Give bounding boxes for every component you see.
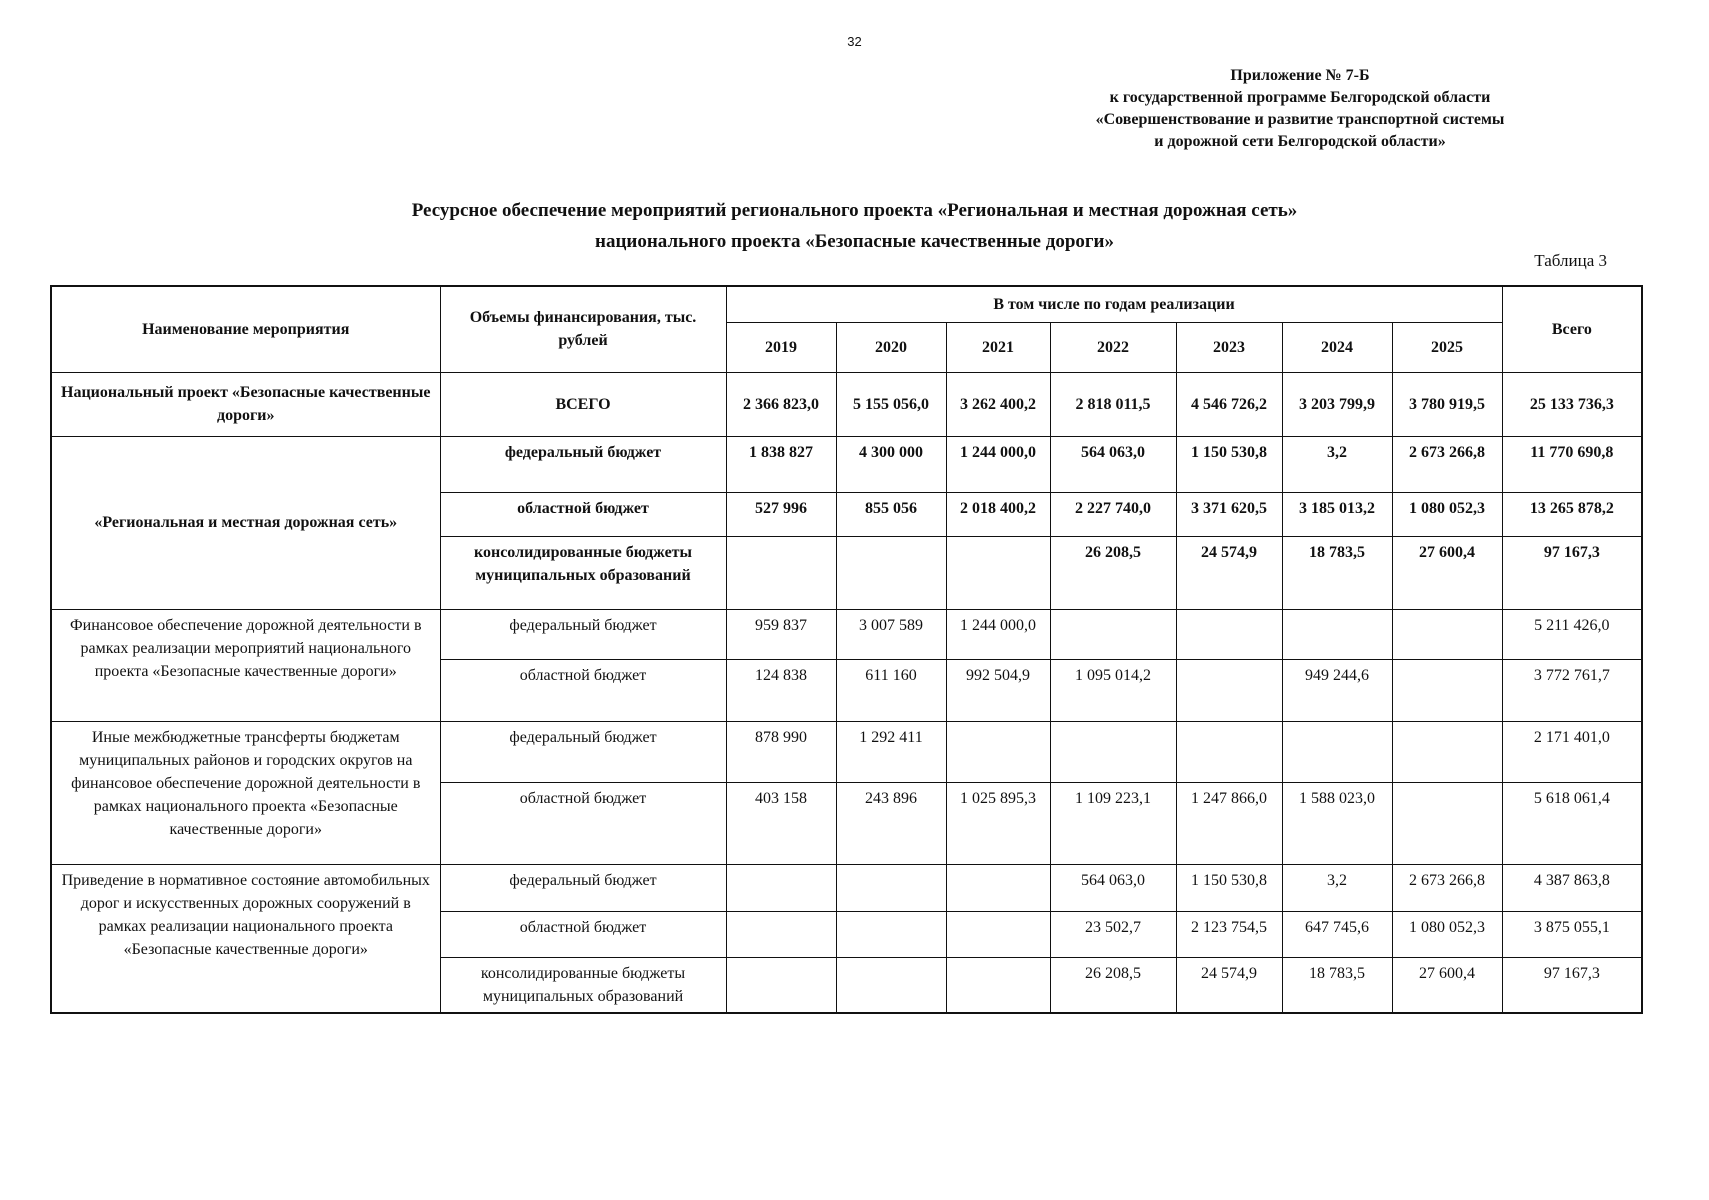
year-value <box>836 536 946 609</box>
table-row <box>51 372 1642 436</box>
year-value: 2 366 823,0 <box>726 372 836 436</box>
header-name: Наименование мероприятия <box>51 286 440 372</box>
year-value: 878 990 <box>726 721 836 782</box>
page-number: 32 <box>847 34 862 49</box>
funding-source: областной бюджет <box>440 911 726 957</box>
year-value <box>726 957 836 1013</box>
year-value: 3 007 589 <box>836 609 946 659</box>
year-value: 26 208,5 <box>1050 536 1176 609</box>
year-value: 243 896 <box>836 782 946 864</box>
year-value: 1 244 000,0 <box>946 436 1050 492</box>
row-total: 3 772 761,7 <box>1502 659 1642 721</box>
year-value <box>946 957 1050 1013</box>
year-value: 18 783,5 <box>1282 536 1392 609</box>
year-value <box>1282 609 1392 659</box>
header-year: 2023 <box>1176 322 1282 372</box>
year-value <box>1392 782 1502 864</box>
appendix-header <box>1000 65 1600 153</box>
year-value: 2 818 011,5 <box>1050 372 1176 436</box>
row-total: 3 875 055,1 <box>1502 911 1642 957</box>
row-group-name: «Региональная и местная дорожная сеть» <box>51 436 440 609</box>
funding-source: областной бюджет <box>440 659 726 721</box>
funding-source: федеральный бюджет <box>440 864 726 911</box>
year-value <box>946 721 1050 782</box>
year-value: 2 018 400,2 <box>946 492 1050 536</box>
year-value: 27 600,4 <box>1392 957 1502 1013</box>
year-value: 959 837 <box>726 609 836 659</box>
year-value: 1 080 052,3 <box>1392 911 1502 957</box>
year-value: 1 080 052,3 <box>1392 492 1502 536</box>
year-value <box>726 911 836 957</box>
resource-table <box>50 285 1643 1014</box>
appendix-line: и дорожной сети Белгородской области» <box>1154 133 1446 150</box>
year-value: 27 600,4 <box>1392 536 1502 609</box>
funding-source: консолидированные бюджеты муниципальных образований <box>440 957 726 1013</box>
year-value: 1 244 000,0 <box>946 609 1050 659</box>
funding-source: ВСЕГО <box>440 372 726 436</box>
year-value: 3 185 013,2 <box>1282 492 1392 536</box>
year-value <box>836 911 946 957</box>
year-value: 1 109 223,1 <box>1050 782 1176 864</box>
row-total: 11 770 690,8 <box>1502 436 1642 492</box>
year-value: 3,2 <box>1282 864 1392 911</box>
year-value: 611 160 <box>836 659 946 721</box>
header-funding: Объемы финансирования, тыс. рублей <box>440 286 726 372</box>
year-value <box>726 864 836 911</box>
year-value <box>946 911 1050 957</box>
year-value: 2 673 266,8 <box>1392 864 1502 911</box>
year-value: 1 150 530,8 <box>1176 436 1282 492</box>
year-value <box>726 536 836 609</box>
header-year: 2025 <box>1392 322 1502 372</box>
year-value: 1 025 895,3 <box>946 782 1050 864</box>
year-value: 1 838 827 <box>726 436 836 492</box>
row-total: 5 618 061,4 <box>1502 782 1642 864</box>
row-group-name: Национальный проект «Безопасные качественные дороги» <box>51 372 440 436</box>
year-value: 1 247 866,0 <box>1176 782 1282 864</box>
title-line: национального проекта «Безопасные качественные дороги» <box>595 231 1114 252</box>
year-value: 124 838 <box>726 659 836 721</box>
year-value: 992 504,9 <box>946 659 1050 721</box>
table-row <box>51 721 1642 782</box>
year-value <box>1176 721 1282 782</box>
appendix-line: «Совершенствование и развитие транспортной системы <box>1095 111 1505 128</box>
year-value: 949 244,6 <box>1282 659 1392 721</box>
header-year: 2024 <box>1282 322 1392 372</box>
year-value: 3 780 919,5 <box>1392 372 1502 436</box>
year-value <box>1050 609 1176 659</box>
funding-source: областной бюджет <box>440 782 726 864</box>
table-row <box>51 436 1642 492</box>
title-line: Ресурсное обеспечение мероприятий регионального проекта «Региональная и местная дорожная сеть» <box>411 200 1298 221</box>
funding-source: консолидированные бюджеты муниципальных образований <box>440 536 726 609</box>
year-value <box>946 864 1050 911</box>
year-value: 18 783,5 <box>1282 957 1392 1013</box>
year-value: 3 262 400,2 <box>946 372 1050 436</box>
table-row <box>51 609 1642 659</box>
row-group-name: Финансовое обеспечение дорожной деятельности в рамках реализации мероприятий национального проекта «Безопасные качественные дороги» <box>51 609 440 721</box>
year-value <box>1176 659 1282 721</box>
appendix-line: к государственной программе Белгородской области <box>1109 89 1491 106</box>
table-row <box>51 864 1642 911</box>
header-year: 2020 <box>836 322 946 372</box>
row-total: 2 171 401,0 <box>1502 721 1642 782</box>
year-value: 403 158 <box>726 782 836 864</box>
header-total: Всего <box>1502 286 1642 372</box>
header-year: 2022 <box>1050 322 1176 372</box>
year-value: 2 673 266,8 <box>1392 436 1502 492</box>
funding-source: федеральный бюджет <box>440 436 726 492</box>
header-year: 2021 <box>946 322 1050 372</box>
appendix-line: Приложение № 7-Б <box>1230 67 1370 84</box>
year-value <box>1176 609 1282 659</box>
table-label: Таблица 3 <box>1534 251 1607 270</box>
row-total: 5 211 426,0 <box>1502 609 1642 659</box>
year-value <box>1392 659 1502 721</box>
year-value: 4 546 726,2 <box>1176 372 1282 436</box>
year-value: 2 227 740,0 <box>1050 492 1176 536</box>
year-value: 24 574,9 <box>1176 957 1282 1013</box>
funding-source: федеральный бюджет <box>440 721 726 782</box>
year-value: 1 095 014,2 <box>1050 659 1176 721</box>
row-total: 97 167,3 <box>1502 536 1642 609</box>
year-value: 4 300 000 <box>836 436 946 492</box>
document-title <box>0 195 1709 257</box>
year-value: 855 056 <box>836 492 946 536</box>
funding-source: областной бюджет <box>440 492 726 536</box>
year-value: 527 996 <box>726 492 836 536</box>
row-group-name: Иные межбюджетные трансферты бюджетам муниципальных районов и городских округов на финансовое обеспечение дорожной деятельности в рамках национального проекта «Безопасные качественные дороги» <box>51 721 440 864</box>
row-group-name: Приведение в нормативное состояние автомобильных дорог и искусственных дорожных сооружений в рамках реализации национального проекта «Безопасные качественные дороги» <box>51 864 440 1013</box>
year-value: 3,2 <box>1282 436 1392 492</box>
year-value: 1 588 023,0 <box>1282 782 1392 864</box>
year-value: 24 574,9 <box>1176 536 1282 609</box>
year-value <box>836 957 946 1013</box>
year-value: 5 155 056,0 <box>836 372 946 436</box>
header-year: 2019 <box>726 322 836 372</box>
year-value: 1 292 411 <box>836 721 946 782</box>
year-value: 3 203 799,9 <box>1282 372 1392 436</box>
year-value <box>1392 721 1502 782</box>
row-total: 25 133 736,3 <box>1502 372 1642 436</box>
year-value: 23 502,7 <box>1050 911 1176 957</box>
year-value: 564 063,0 <box>1050 864 1176 911</box>
header-years-group: В том числе по годам реализации <box>726 286 1502 322</box>
year-value <box>1282 721 1392 782</box>
row-total: 97 167,3 <box>1502 957 1642 1013</box>
row-total: 13 265 878,2 <box>1502 492 1642 536</box>
year-value: 1 150 530,8 <box>1176 864 1282 911</box>
year-value: 3 371 620,5 <box>1176 492 1282 536</box>
year-value <box>836 864 946 911</box>
year-value <box>946 536 1050 609</box>
funding-source: федеральный бюджет <box>440 609 726 659</box>
year-value: 647 745,6 <box>1282 911 1392 957</box>
year-value <box>1050 721 1176 782</box>
year-value <box>1392 609 1502 659</box>
year-value: 2 123 754,5 <box>1176 911 1282 957</box>
year-value: 564 063,0 <box>1050 436 1176 492</box>
row-total: 4 387 863,8 <box>1502 864 1642 911</box>
year-value: 26 208,5 <box>1050 957 1176 1013</box>
